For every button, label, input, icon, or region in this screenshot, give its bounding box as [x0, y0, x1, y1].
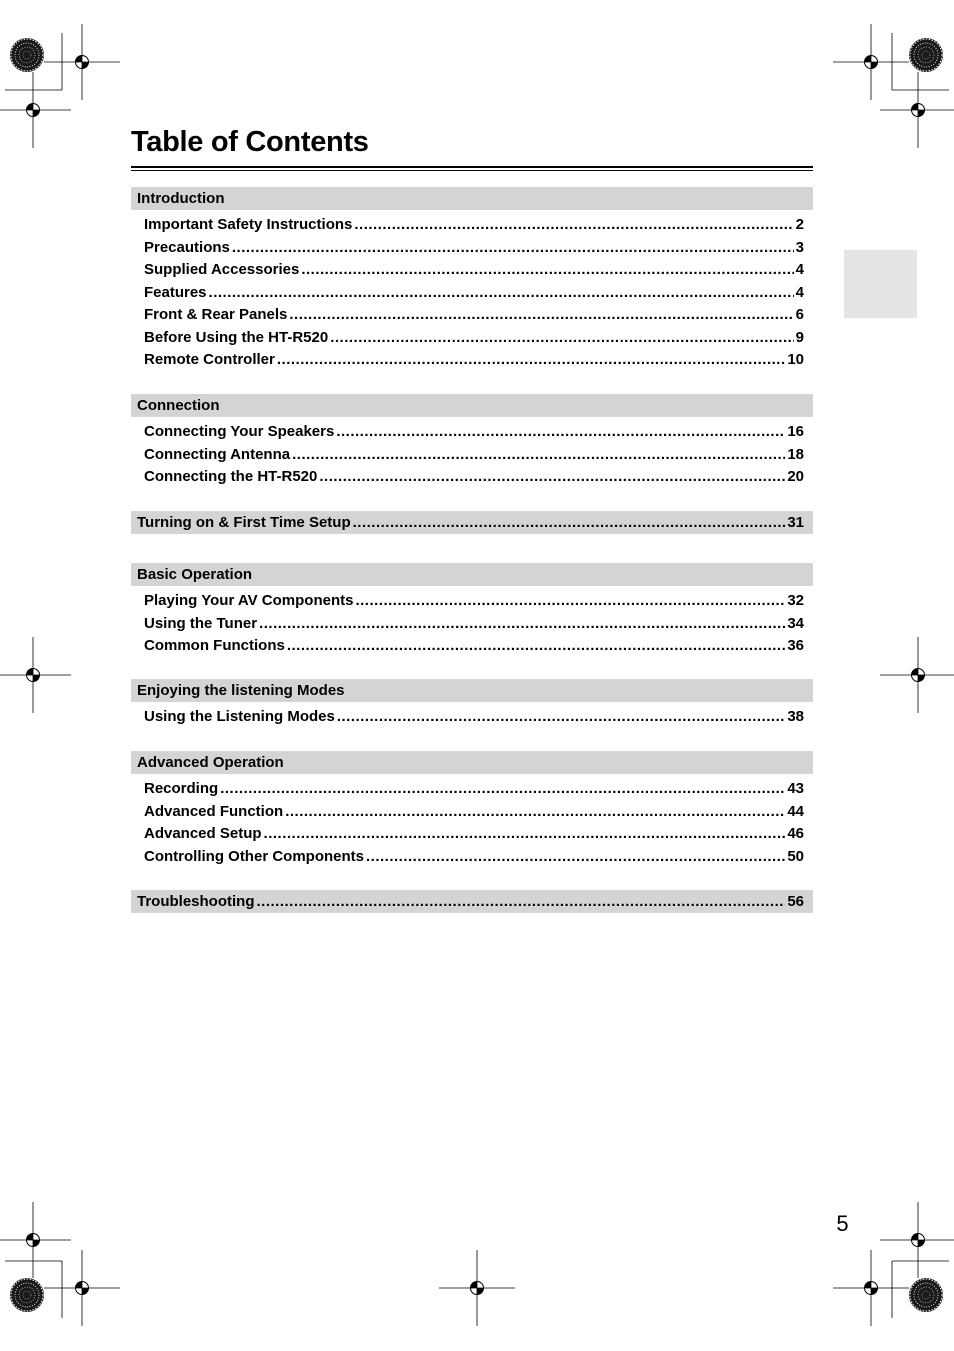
leader-dots — [355, 590, 785, 613]
table-of-contents — [131, 187, 813, 920]
section-heading: Enjoying the listening Modes — [131, 679, 813, 702]
leader-dots — [285, 801, 785, 824]
section-first-time-setup — [131, 511, 813, 563]
leader-dots — [232, 237, 794, 260]
section-introduction — [131, 187, 813, 394]
toc-entry[interactable]: Connecting Antenna ..... 18 — [131, 444, 813, 467]
leader-dots — [209, 282, 794, 305]
leader-dots — [259, 613, 785, 636]
toc-entry[interactable]: Features ..... 4 — [131, 282, 813, 305]
section-advanced-operation — [131, 751, 813, 890]
toc-entry[interactable]: Important Safety Instructions ..... 2 — [131, 214, 813, 237]
toc-entry[interactable]: Common Functions ..... 36 — [131, 635, 813, 658]
toc-entry[interactable]: Using the Tuner ..... 34 — [131, 613, 813, 636]
leader-dots — [353, 511, 786, 534]
toc-entry[interactable]: Supplied Accessories ..... 4 — [131, 259, 813, 282]
section-heading: Advanced Operation — [131, 751, 813, 774]
leader-dots — [292, 444, 785, 467]
toc-entry[interactable]: Controlling Other Components ..... 50 — [131, 846, 813, 869]
toc-entry[interactable]: Connecting the HT-R520 ..... 20 — [131, 466, 813, 489]
leader-dots — [289, 304, 793, 327]
toc-entry[interactable]: Connecting Your Speakers ..... 16 — [131, 421, 813, 444]
toc-entry[interactable]: Playing Your AV Components ..... 32 — [131, 590, 813, 613]
section-heading-entry[interactable]: Troubleshooting ..... 56 — [131, 890, 813, 913]
page-title: Table of Contents — [131, 126, 369, 158]
title-rule-thin — [131, 170, 813, 171]
section-listening-modes — [131, 679, 813, 751]
leader-dots — [277, 349, 785, 372]
leader-dots — [336, 421, 785, 444]
leader-dots — [264, 823, 786, 846]
leader-dots — [337, 706, 785, 729]
toc-entry[interactable]: Advanced Function ..... 44 — [131, 801, 813, 824]
section-heading-entry[interactable]: Turning on & First Time Setup ..... 31 — [131, 511, 813, 534]
toc-entry[interactable]: Before Using the HT-R520 ..... 9 — [131, 327, 813, 350]
leader-dots — [330, 327, 793, 350]
leader-dots — [354, 214, 793, 237]
toc-entry[interactable]: Using the Listening Modes ..... 38 — [131, 706, 813, 729]
leader-dots — [220, 778, 785, 801]
leader-dots — [257, 890, 786, 913]
section-heading: Basic Operation — [131, 563, 813, 586]
toc-entry[interactable]: Recording ..... 43 — [131, 778, 813, 801]
page-number: 5 — [836, 1211, 849, 1236]
toc-entry[interactable]: Precautions ..... 3 — [131, 237, 813, 260]
toc-entry[interactable]: Front & Rear Panels ..... 6 — [131, 304, 813, 327]
leader-dots — [366, 846, 785, 869]
chapter-tab — [844, 250, 917, 318]
leader-dots — [319, 466, 785, 489]
toc-entry[interactable]: Advanced Setup ..... 46 — [131, 823, 813, 846]
section-basic-operation — [131, 563, 813, 679]
leader-dots — [287, 635, 785, 658]
section-connection — [131, 394, 813, 511]
leader-dots — [301, 259, 793, 282]
section-troubleshooting — [131, 890, 813, 920]
section-heading: Connection — [131, 394, 813, 417]
toc-entry[interactable]: Remote Controller ..... 10 — [131, 349, 813, 372]
section-heading: Introduction — [131, 187, 813, 210]
title-rule — [131, 166, 813, 168]
